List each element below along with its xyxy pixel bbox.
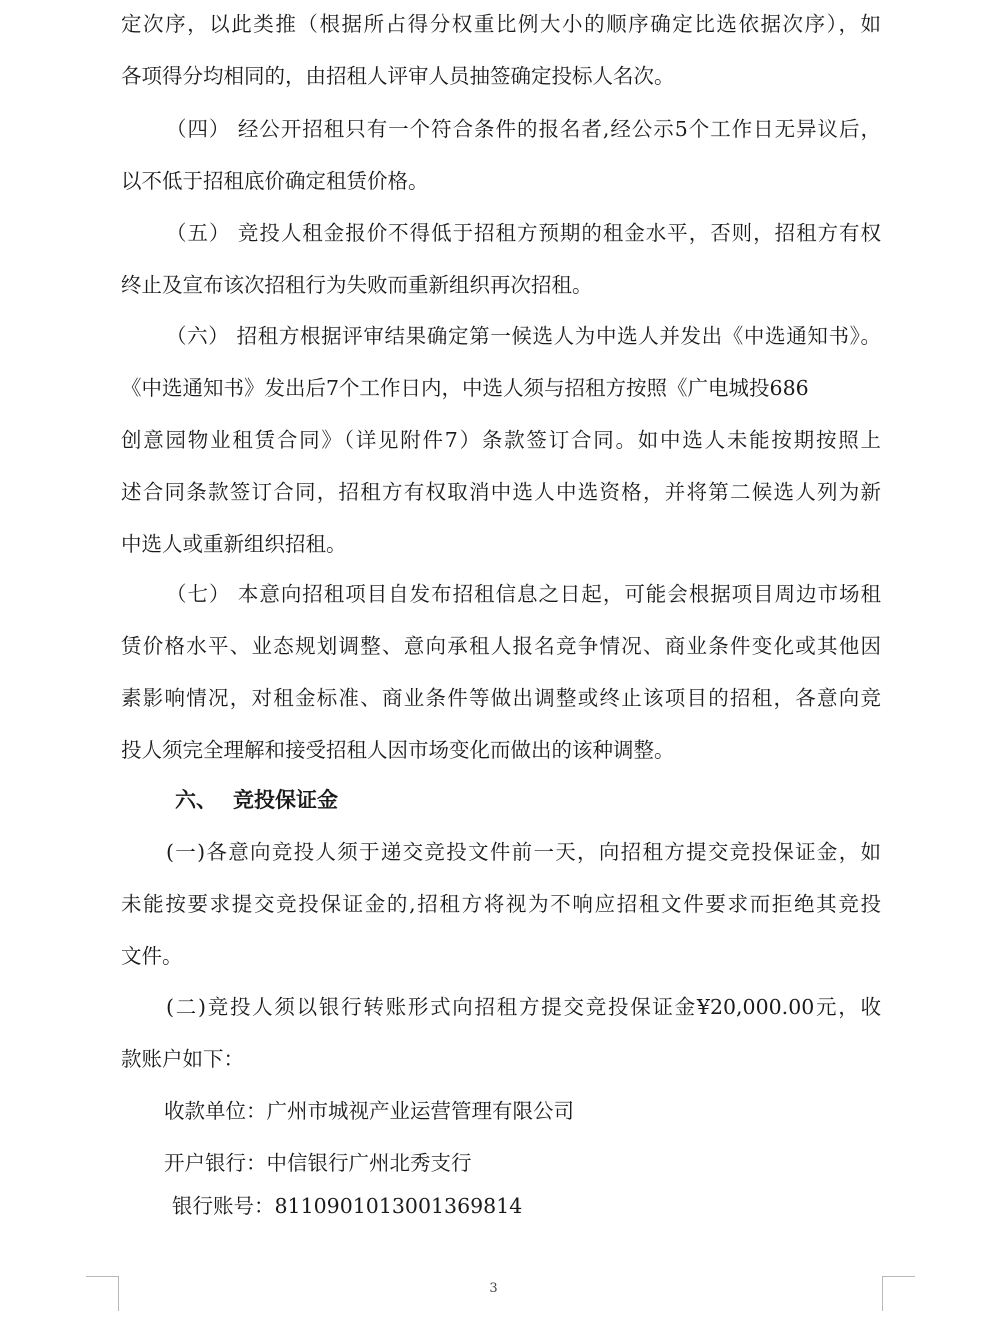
paragraph-line: (一)各意向竞投人须于递交竞投文件前一天，向招租方提交竞投保证金，如 (166, 840, 881, 864)
paragraph-line: 未能按要求提交竞投保证金的,招租方将视为不响应招租文件要求而拒绝其竞投 (121, 892, 881, 916)
paragraph-line: 文件。 (121, 944, 183, 968)
paragraph-line: 投人须完全理解和接受招租人因市场变化而做出的该种调整。 (121, 738, 675, 762)
paragraph-line: 《中选通知书》发出后7个工作日内，中选人须与招租方按照《广电城投686 (121, 376, 809, 400)
paragraph-line: 各项得分均相同的，由招租人评审人员抽签确定投标人名次。 (121, 64, 675, 88)
paragraph-line: 终止及宣布该次招租行为失败而重新组织再次招租。 (121, 273, 593, 297)
paragraph-line: 定次序，以此类推（根据所占得分权重比例大小的顺序确定比选依据次序），如 (121, 12, 881, 36)
paragraph-line: （七） 本意向招租项目自发布招租信息之日起，可能会根据项目周边市场租 (166, 582, 881, 606)
paragraph-line: （六） 招租方根据评审结果确定第一候选人为中选人并发出《中选通知书》。 (166, 324, 881, 348)
paragraph-line: 述合同条款签订合同，招租方有权取消中选人中选资格，并将第二候选人列为新 (121, 480, 881, 504)
payee-line: 收款单位：广州市城视产业运营管理有限公司 (164, 1099, 574, 1123)
paragraph-line: (二)竞投人须以银行转账形式向招租方提交竞投保证金¥20,000.00元，收 (166, 995, 881, 1019)
paragraph-line: 创意园物业租赁合同》（详见附件7）条款签订合同。如中选人未能按期按照上 (121, 428, 881, 452)
bank-line: 开户银行：中信银行广州北秀支行 (164, 1151, 472, 1175)
section-heading (175, 786, 338, 814)
paragraph-line: 款账户如下： (121, 1047, 244, 1071)
paragraph-line: 赁价格水平、业态规划调整、意向承租人报名竞争情况、商业条件变化或其他因 (121, 634, 881, 658)
account-number-line: 银行账号：8110901013001369814 (172, 1194, 523, 1218)
paragraph-line: 素影响情况，对租金标准、商业条件等做出调整或终止该项目的招租，各意向竞 (121, 686, 881, 710)
paragraph-line: （四） 经公开招租只有一个符合条件的报名者,经公示5个工作日无异议后， (166, 117, 881, 141)
section-number: 六、 (175, 788, 217, 812)
paragraph-line: 以不低于招租底价确定租赁价格。 (121, 169, 429, 193)
section-title: 竞投保证金 (233, 788, 338, 812)
paragraph-line: 中选人或重新组织招租。 (121, 532, 347, 556)
paragraph-line: （五） 竞投人租金报价不得低于招租方预期的租金水平，否则，招租方有权 (166, 221, 881, 245)
page-number: 3 (489, 1281, 498, 1296)
